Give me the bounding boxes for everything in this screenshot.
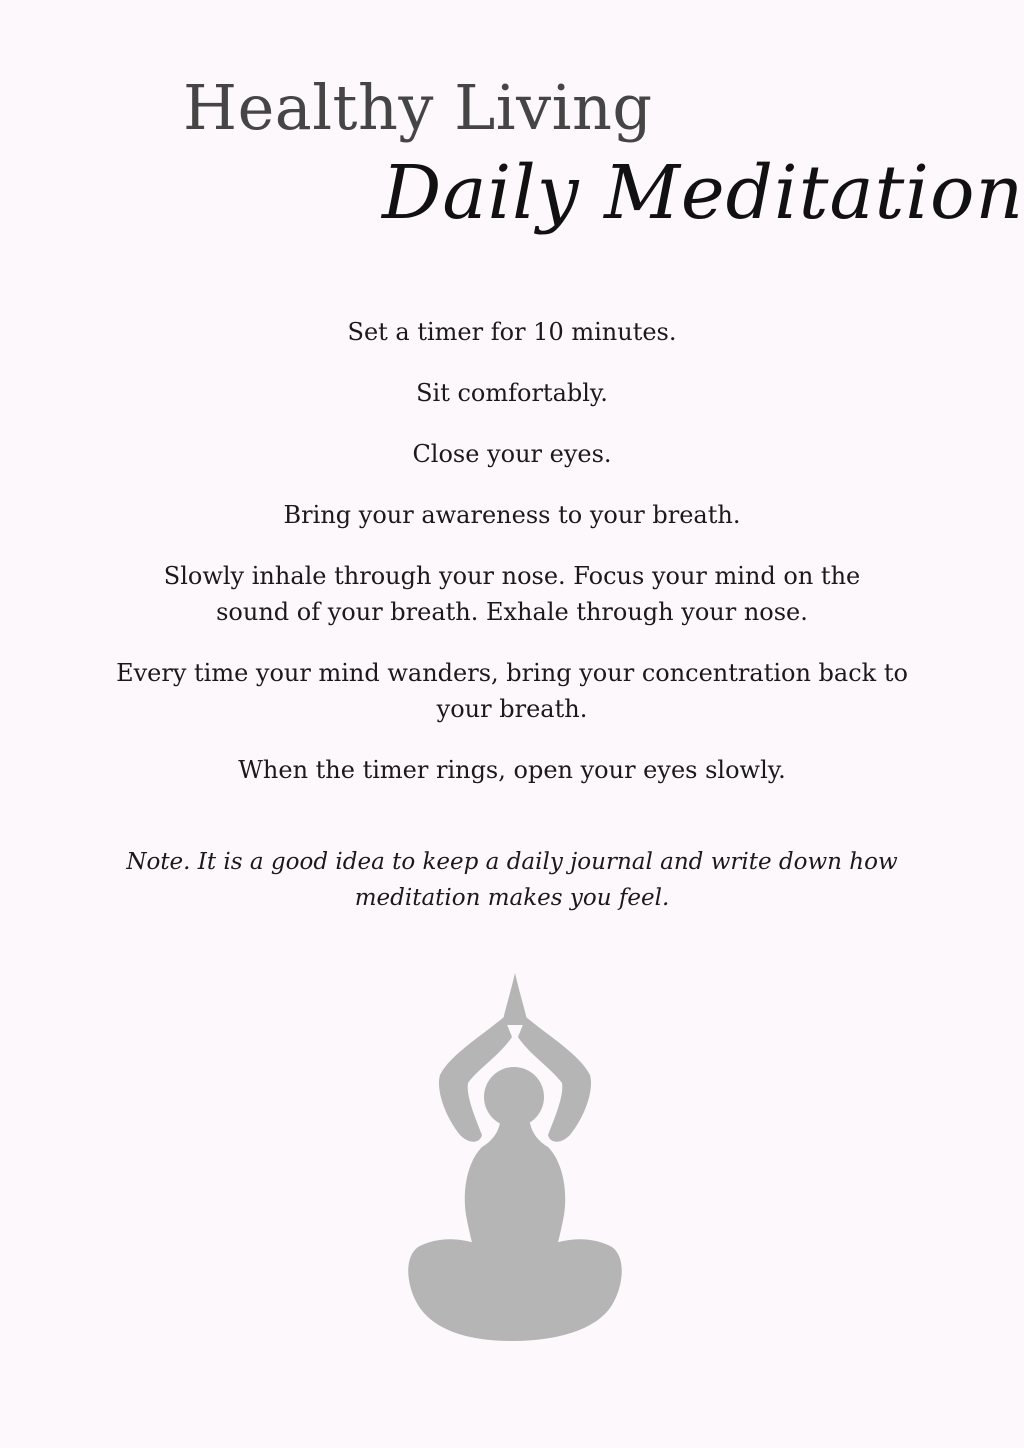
- instruction-step-5: Slowly inhale through your nose. Focus your mind on the sound of your breath. Exhale through your nose.: [163, 562, 861, 626]
- page-title: Healthy Living: [183, 71, 653, 144]
- instruction-step-6: Every time your mind wanders, bring your concentration back to your breath.: [116, 659, 908, 723]
- instruction-list: [112, 314, 912, 813]
- meditating-figure-shape: [408, 973, 622, 1341]
- instruction-step-3: Close your eyes.: [412, 440, 612, 468]
- journal-note: Note. It is a good idea to keep a daily journal and write down how meditation makes you feel.: [126, 849, 898, 911]
- meditating-figure-icon: [400, 965, 630, 1345]
- page-subtitle: Daily Meditation: [382, 150, 1024, 236]
- instruction-step-7: When the timer rings, open your eyes slowly.: [238, 756, 786, 784]
- instruction-step-2: Sit comfortably.: [416, 379, 608, 407]
- instruction-step-1: Set a timer for 10 minutes.: [347, 318, 677, 346]
- instruction-step-4: Bring your awareness to your breath.: [283, 501, 741, 529]
